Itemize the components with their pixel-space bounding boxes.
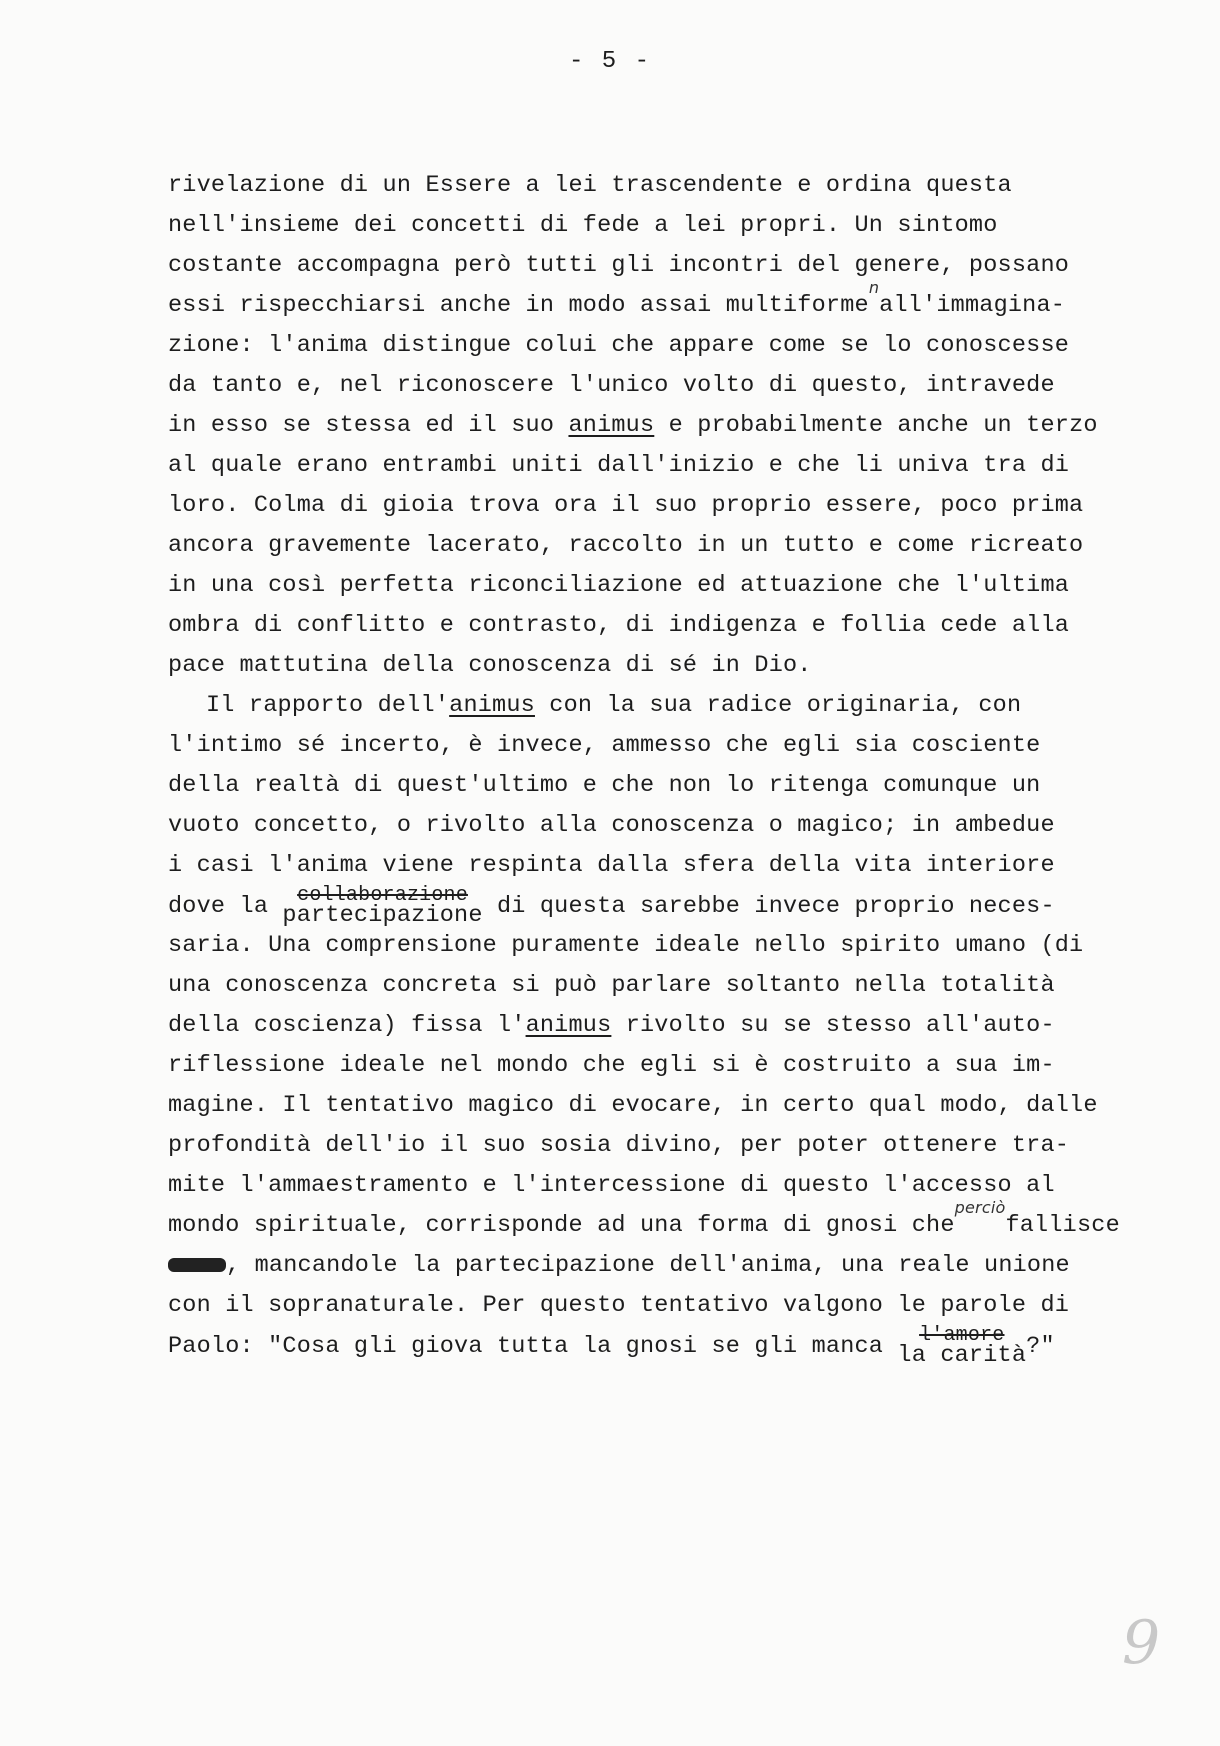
text-line: ombra di conflitto e contrasto, di indigenza e follia cede alla: [168, 612, 1070, 639]
text-segment: Paolo: "Cosa gli giova tutta la gnosi se gli manca: [168, 1333, 898, 1361]
text-line: loro. Colma di gioia trova ora il suo proprio essere, poco prima: [168, 492, 1084, 519]
struck-word: collaborazione: [297, 884, 468, 907]
text-segment: con la sua radice originaria, con: [534, 692, 1022, 719]
text-segment: dove la: [168, 893, 283, 921]
text-line: i casi l'anima viene respinta dalla sfera della vita interiore: [168, 852, 1055, 879]
text-segment: fallisce: [1005, 1212, 1120, 1239]
text-line: l'intimo sé incerto, è invece, ammesso che egli sia cosciente: [168, 732, 1041, 759]
body-text: [168, 166, 1128, 1369]
scribbled-out-word: [168, 1258, 226, 1272]
correction-stack: [282, 884, 483, 929]
replacement-word: la carità: [897, 1342, 1027, 1369]
text-segment: rivolto su se stesso all'auto-: [611, 1012, 1055, 1039]
text-line: vuoto concetto, o rivolto alla conoscenza o magico; in ambedue: [168, 812, 1055, 839]
text-line: una conoscenza concreta si può parlare soltanto nella totalità: [168, 972, 1055, 999]
text-line: [168, 884, 1128, 929]
text-line: [168, 686, 1128, 726]
replacement-word: partecipazione: [282, 902, 483, 929]
text-line: al quale erano entrambi uniti dall'inizio e che li univa tra di: [168, 452, 1070, 479]
text-line: magine. Il tentativo magico di evocare, in certo qual modo, dalle: [168, 1092, 1098, 1119]
text-segment: di questa sarebbe invece proprio neces-: [482, 893, 1055, 921]
underlined-word: animus: [525, 1012, 612, 1039]
text-line: con il sopranaturale. Per questo tentativo valgono le parole di: [168, 1292, 1070, 1319]
struck-word: l'amore: [919, 1324, 1005, 1347]
text-line: in una così perfetta riconciliazione ed attuazione che l'ultima: [168, 572, 1070, 599]
page-number: - 5 -: [568, 48, 651, 75]
text-line: costante accompagna però tutti gli incontri del genere, possano: [168, 252, 1070, 279]
text-line: ancora gravemente lacerato, raccolto in un tutto e come ricreato: [168, 532, 1084, 559]
text-segment: mondo spirituale, corrisponde ad una forma di gnosi che: [168, 1212, 955, 1239]
text-line: rivelazione di un Essere a lei trascendente e ordina questa: [168, 172, 1012, 199]
correction-stack: [897, 1324, 1027, 1369]
text-line: profondità dell'io il suo sosia divino, per poter ottenere tra-: [168, 1132, 1070, 1159]
text-line: nell'insieme dei concetti di fede a lei propri. Un sintomo: [168, 212, 998, 239]
text-line: saria. Una comprensione puramente ideale nello spirito umano (di: [168, 932, 1084, 959]
text-line: pace mattutina della conoscenza di sé in Dio.: [168, 652, 812, 679]
handwritten-insert: perciò: [954, 1198, 1006, 1217]
text-segment: , mancandole la partecipazione dell'anima, una reale unione: [226, 1252, 1070, 1279]
text-line: da tanto e, nel riconoscere l'unico volto di questo, intravede: [168, 372, 1055, 399]
text-segment: e probabilmente anche un terzo: [654, 412, 1098, 439]
text-line: [168, 406, 1128, 446]
text-line: [168, 278, 1128, 326]
text-line: [168, 1198, 1128, 1246]
text-line: della realtà di quest'ultimo e che non lo ritenga comunque un: [168, 772, 1041, 799]
pencil-page-mark: 9: [1122, 1608, 1161, 1678]
text-line: riflessione ideale nel mondo che egli si è costruito a sua im-: [168, 1052, 1055, 1079]
text-segment: ?": [1026, 1333, 1055, 1361]
text-line: [168, 1324, 1128, 1369]
underlined-word: animus: [449, 692, 535, 719]
text-segment: all'immagina-: [879, 292, 1066, 319]
text-segment: essi rispecchiarsi anche in modo assai multiforme: [168, 292, 869, 319]
underlined-word: animus: [568, 412, 655, 439]
text-line: [168, 1246, 1128, 1286]
text-line: [168, 1006, 1128, 1046]
text-segment: della coscienza) fissa l': [168, 1012, 526, 1039]
text-segment: in esso se stessa ed il suo: [168, 412, 569, 439]
handwritten-insert: n: [868, 278, 880, 297]
text-line: zione: l'anima distingue colui che appare come se lo conoscesse: [168, 332, 1070, 359]
text-line: mite l'ammaestramento e l'intercessione di questo l'accesso al: [168, 1172, 1055, 1199]
text-segment: Il rapporto dell': [206, 692, 450, 719]
